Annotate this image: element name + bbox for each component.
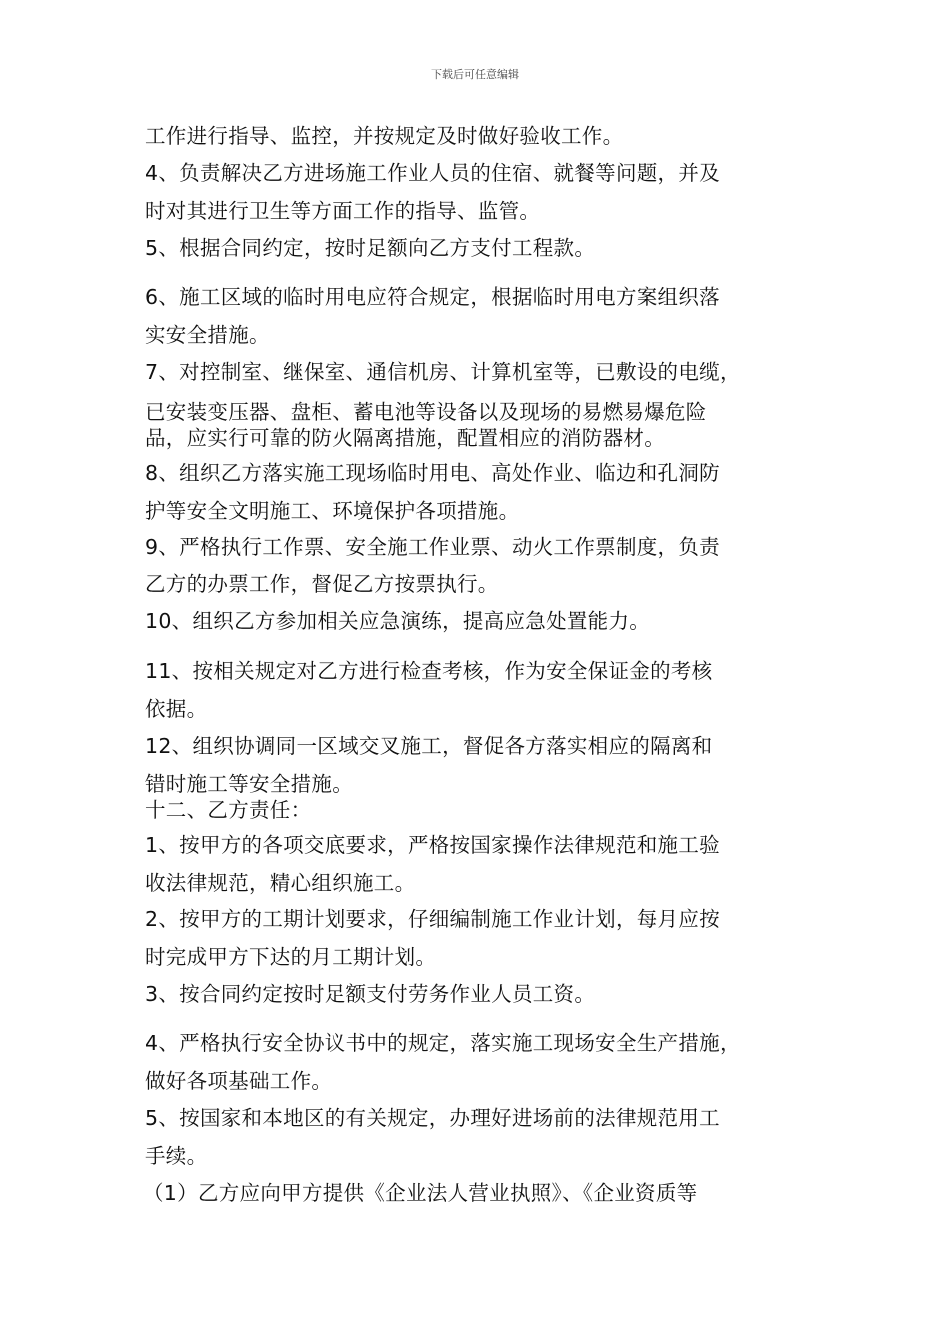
text-line: 收法律规范，精心组织施工。 [145,871,416,895]
text-line: 9、严格执行工作票、安全施工作业票、动火工作票制度，负责 [145,535,720,559]
text-line: 12、组织协调同一区域交叉施工，督促各方落实相应的隔离和 [145,734,713,758]
section-heading: 十二、乙方责任： [145,798,312,822]
text-line: 手续。 [145,1144,208,1168]
text-line: （1）乙方应向甲方提供《企业法人营业执照》、《企业资质等 [143,1181,698,1205]
text-line: 乙方的办票工作，督促乙方按票执行。 [145,572,499,596]
text-line: 1、按甲方的各项交底要求，严格按国家操作法律规范和施工验 [145,833,720,857]
text-line: 8、组织乙方落实施工现场临时用电、高处作业、临边和孔洞防 [145,461,720,485]
text-line: 已安装变压器、盘柜、蓄电池等设备以及现场的易燃易爆危险 [145,400,707,424]
text-line: 6、施工区域的临时用电应符合规定，根据临时用电方案组织落 [145,285,720,309]
text-line: 7、对控制室、继保室、通信机房、计算机室等，已敷设的电缆， [145,360,741,384]
text-line: 做好各项基础工作。 [145,1069,333,1093]
text-line: 2、按甲方的工期计划要求，仔细编制施工作业计划，每月应按 [145,907,720,931]
text-line: 5、根据合同约定，按时足额向乙方支付工程款。 [145,236,596,260]
text-line: 4、负责解决乙方进场施工作业人员的住宿、就餐等问题，并及 [145,161,720,185]
text-line: 3、按合同约定按时足额支付劳务作业人员工资。 [145,982,596,1006]
text-line: 工作进行指导、监控，并按规定及时做好验收工作。 [145,124,624,148]
text-line: 5、按国家和本地区的有关规定，办理好进场前的法律规范用工 [145,1106,720,1130]
page-header: 下载后可任意编辑 [431,68,519,81]
text-line: 4、严格执行安全协议书中的规定，落实施工现场安全生产措施， [145,1031,741,1055]
text-line: 护等安全文明施工、环境保护各项措施。 [145,499,520,523]
text-line: 依据。 [145,697,208,721]
text-line: 时对其进行卫生等方面工作的指导、监管。 [145,199,541,223]
text-line: 品，应实行可靠的防火隔离措施，配置相应的消防器材。 [145,426,665,450]
text-line: 10、组织乙方参加相关应急演练，提高应急处置能力。 [145,609,651,633]
text-line: 时完成甲方下达的月工期计划。 [145,945,437,969]
text-line: 实安全措施。 [145,323,270,347]
text-line: 11、按相关规定对乙方进行检查考核，作为安全保证金的考核 [145,659,713,683]
text-line: 错时施工等安全措施。 [145,772,353,796]
